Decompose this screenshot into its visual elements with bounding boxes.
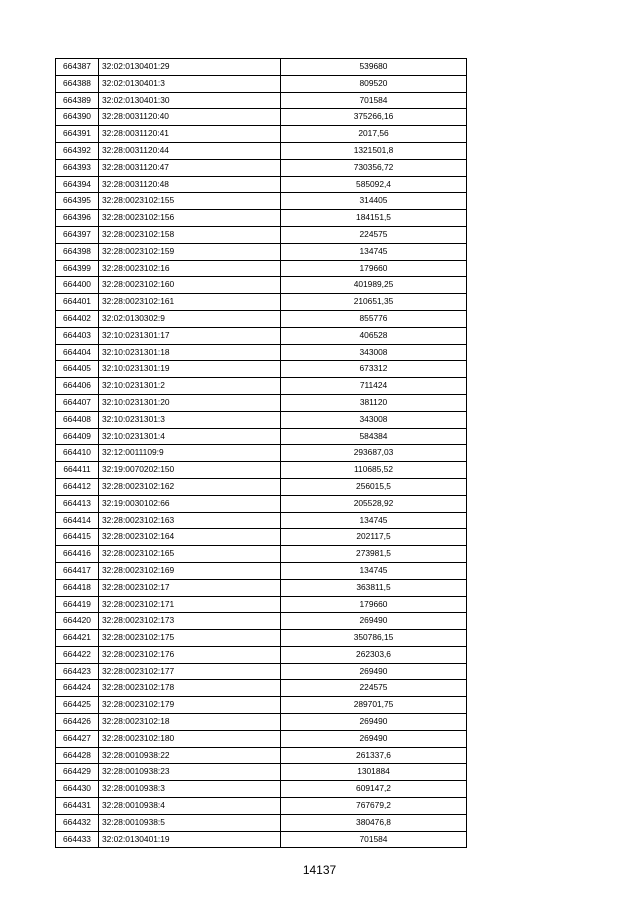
row-number-cell: 664394 [56,176,99,193]
value-cell: 224575 [281,680,467,697]
row-number-cell: 664391 [56,126,99,143]
table-row [56,428,467,445]
table-row [56,176,467,193]
cadastral-number-cell: 32:10:0231301:18 [99,344,281,361]
table-row [56,344,467,361]
cadastral-number-cell: 32:10:0231301:17 [99,327,281,344]
row-number-cell: 664429 [56,764,99,781]
cadastral-number-cell: 32:28:0023102:169 [99,562,281,579]
value-cell: 380476,8 [281,814,467,831]
cadastral-number-cell: 32:28:0023102:164 [99,529,281,546]
table-row [56,579,467,596]
value-cell: 179660 [281,260,467,277]
value-cell: 539680 [281,59,467,76]
row-number-cell: 664421 [56,630,99,647]
cadastral-number-cell: 32:28:0023102:158 [99,226,281,243]
table-row [56,831,467,848]
table-row [56,378,467,395]
row-number-cell: 664405 [56,361,99,378]
cadastral-number-cell: 32:28:0023102:180 [99,730,281,747]
table-row [56,260,467,277]
table-row [56,277,467,294]
value-cell: 269490 [281,714,467,731]
value-cell: 256015,5 [281,478,467,495]
table-row [56,462,467,479]
value-cell: 205528,92 [281,495,467,512]
value-cell: 134745 [281,512,467,529]
table-row [56,159,467,176]
value-cell: 401989,25 [281,277,467,294]
value-cell: 673312 [281,361,467,378]
table-row [56,596,467,613]
cadastral-number-cell: 32:19:0070202:150 [99,462,281,479]
row-number-cell: 664402 [56,310,99,327]
row-number-cell: 664404 [56,344,99,361]
table-row [56,109,467,126]
table-row [56,226,467,243]
row-number-cell: 664408 [56,411,99,428]
row-number-cell: 664399 [56,260,99,277]
table-row [56,747,467,764]
value-cell: 584384 [281,428,467,445]
row-number-cell: 664388 [56,75,99,92]
row-number-cell: 664422 [56,646,99,663]
row-number-cell: 664433 [56,831,99,848]
table-row [56,193,467,210]
cadastral-number-cell: 32:28:0023102:178 [99,680,281,697]
cadastral-number-cell: 32:28:0023102:173 [99,613,281,630]
cadastral-number-cell: 32:28:0023102:162 [99,478,281,495]
cadastral-number-cell: 32:28:0023102:171 [99,596,281,613]
value-cell: 711424 [281,378,467,395]
row-number-cell: 664398 [56,243,99,260]
table-row [56,445,467,462]
value-cell: 269490 [281,663,467,680]
table-row [56,59,467,76]
cadastral-number-cell: 32:28:0023102:176 [99,646,281,663]
value-cell: 767679,2 [281,798,467,815]
value-cell: 375266,16 [281,109,467,126]
table-row [56,781,467,798]
row-number-cell: 664431 [56,798,99,815]
cadastral-number-cell: 32:28:0023102:156 [99,210,281,227]
value-cell: 289701,75 [281,697,467,714]
cadastral-number-cell: 32:28:0023102:18 [99,714,281,731]
cadastral-number-cell: 32:28:0010938:3 [99,781,281,798]
value-cell: 261337,6 [281,747,467,764]
cadastral-number-cell: 32:28:0023102:155 [99,193,281,210]
row-number-cell: 664414 [56,512,99,529]
table-row [56,327,467,344]
table-row [56,142,467,159]
table-row [56,798,467,815]
value-cell: 1321501,8 [281,142,467,159]
cadastral-number-cell: 32:28:0023102:16 [99,260,281,277]
value-cell: 701584 [281,831,467,848]
table-row [56,546,467,563]
cadastral-number-cell: 32:02:0130401:3 [99,75,281,92]
row-number-cell: 664410 [56,445,99,462]
table-row [56,75,467,92]
row-number-cell: 664412 [56,478,99,495]
row-number-cell: 664409 [56,428,99,445]
cadastral-number-cell: 32:28:0023102:159 [99,243,281,260]
cadastral-number-cell: 32:28:0010938:5 [99,814,281,831]
table-row [56,730,467,747]
value-cell: 701584 [281,92,467,109]
cadastral-number-cell: 32:02:0130401:29 [99,59,281,76]
cadastral-number-cell: 32:28:0031120:41 [99,126,281,143]
row-number-cell: 664392 [56,142,99,159]
row-number-cell: 664393 [56,159,99,176]
row-number-cell: 664411 [56,462,99,479]
cadastral-number-cell: 32:28:0023102:17 [99,579,281,596]
cadastral-number-cell: 32:28:0023102:179 [99,697,281,714]
value-cell: 855776 [281,310,467,327]
value-cell: 134745 [281,562,467,579]
table-row [56,697,467,714]
row-number-cell: 664403 [56,327,99,344]
row-number-cell: 664430 [56,781,99,798]
value-cell: 343008 [281,411,467,428]
row-number-cell: 664419 [56,596,99,613]
value-cell: 184151,5 [281,210,467,227]
value-cell: 609147,2 [281,781,467,798]
value-cell: 210651,35 [281,294,467,311]
table-row [56,562,467,579]
table-row [56,210,467,227]
table-body [56,59,467,848]
cadastral-number-cell: 32:28:0010938:4 [99,798,281,815]
row-number-cell: 664395 [56,193,99,210]
cadastral-number-cell: 32:10:0231301:3 [99,411,281,428]
cadastral-number-cell: 32:28:0023102:175 [99,630,281,647]
table-row [56,243,467,260]
value-cell: 406528 [281,327,467,344]
value-cell: 110685,52 [281,462,467,479]
cadastral-number-cell: 32:28:0023102:165 [99,546,281,563]
row-number-cell: 664400 [56,277,99,294]
cadastral-number-cell: 32:28:0031120:44 [99,142,281,159]
row-number-cell: 664416 [56,546,99,563]
value-cell: 2017,56 [281,126,467,143]
table-row [56,646,467,663]
table-row [56,529,467,546]
value-cell: 224575 [281,226,467,243]
table-row [56,613,467,630]
row-number-cell: 664407 [56,394,99,411]
table-row [56,512,467,529]
cadastral-number-cell: 32:02:0130302:9 [99,310,281,327]
row-number-cell: 664423 [56,663,99,680]
value-cell: 809520 [281,75,467,92]
cadastral-number-cell: 32:28:0010938:23 [99,764,281,781]
cadastral-number-cell: 32:28:0023102:160 [99,277,281,294]
value-cell: 1301884 [281,764,467,781]
row-number-cell: 664415 [56,529,99,546]
row-number-cell: 664396 [56,210,99,227]
value-cell: 585092,4 [281,176,467,193]
row-number-cell: 664418 [56,579,99,596]
row-number-cell: 664397 [56,226,99,243]
row-number-cell: 664387 [56,59,99,76]
table-row [56,630,467,647]
value-cell: 293687,03 [281,445,467,462]
cadastral-number-cell: 32:10:0231301:2 [99,378,281,395]
cadastral-number-cell: 32:10:0231301:20 [99,394,281,411]
cadastral-number-cell: 32:28:0023102:177 [99,663,281,680]
cadastral-number-cell: 32:28:0023102:161 [99,294,281,311]
value-cell: 273981,5 [281,546,467,563]
row-number-cell: 664417 [56,562,99,579]
cadastral-number-cell: 32:10:0231301:4 [99,428,281,445]
table-row [56,495,467,512]
value-cell: 269490 [281,613,467,630]
value-cell: 314405 [281,193,467,210]
table-row [56,126,467,143]
page-number: 14137 [302,863,337,877]
value-cell: 363811,5 [281,579,467,596]
table-row [56,714,467,731]
value-cell: 202117,5 [281,529,467,546]
row-number-cell: 664406 [56,378,99,395]
row-number-cell: 664401 [56,294,99,311]
table-row [56,394,467,411]
value-cell: 730356,72 [281,159,467,176]
table-row [56,310,467,327]
cadastral-number-cell: 32:12:0011109:9 [99,445,281,462]
row-number-cell: 664432 [56,814,99,831]
table-row [56,814,467,831]
cadastral-number-cell: 32:28:0031120:40 [99,109,281,126]
row-number-cell: 664427 [56,730,99,747]
row-number-cell: 664389 [56,92,99,109]
table-row [56,92,467,109]
value-cell: 134745 [281,243,467,260]
table-row [56,478,467,495]
cadastral-number-cell: 32:10:0231301:19 [99,361,281,378]
cadastral-number-cell: 32:28:0031120:48 [99,176,281,193]
row-number-cell: 664413 [56,495,99,512]
row-number-cell: 664426 [56,714,99,731]
row-number-cell: 664390 [56,109,99,126]
data-table [55,58,467,848]
cadastral-number-cell: 32:19:0030102:66 [99,495,281,512]
row-number-cell: 664425 [56,697,99,714]
value-cell: 350786,15 [281,630,467,647]
table-row [56,361,467,378]
cadastral-number-cell: 32:28:0023102:163 [99,512,281,529]
value-cell: 179660 [281,596,467,613]
row-number-cell: 664424 [56,680,99,697]
cadastral-number-cell: 32:28:0031120:47 [99,159,281,176]
cadastral-number-cell: 32:02:0130401:30 [99,92,281,109]
value-cell: 269490 [281,730,467,747]
value-cell: 343008 [281,344,467,361]
cadastral-number-cell: 32:28:0010938:22 [99,747,281,764]
value-cell: 262303,6 [281,646,467,663]
table-row [56,764,467,781]
table-row [56,411,467,428]
cadastral-number-cell: 32:02:0130401:19 [99,831,281,848]
table-row [56,294,467,311]
table-row [56,663,467,680]
row-number-cell: 664420 [56,613,99,630]
table-row [56,680,467,697]
value-cell: 381120 [281,394,467,411]
row-number-cell: 664428 [56,747,99,764]
